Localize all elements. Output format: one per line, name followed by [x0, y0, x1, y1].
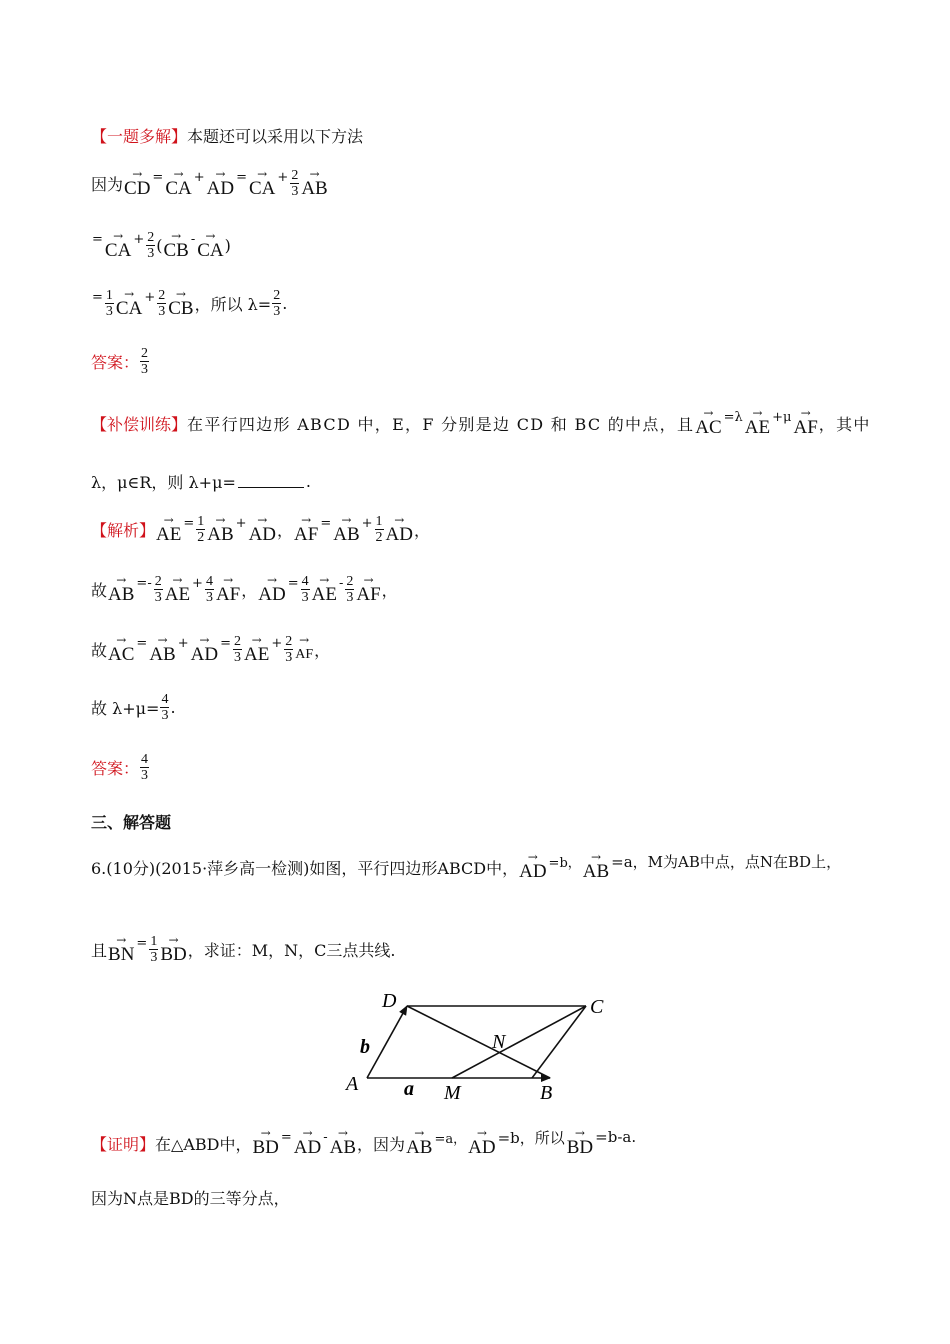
- op: +: [277, 170, 289, 185]
- fraction: $\frac{1}{2}$: [375, 514, 383, 545]
- vector-ab: → AB: [301, 166, 328, 199]
- comma: ，: [314, 641, 331, 660]
- op: =λ: [723, 409, 743, 425]
- op: +: [271, 636, 283, 651]
- section-3-title-line: [91, 810, 171, 833]
- text-therefore: 故: [91, 581, 108, 600]
- vector-b-arrow: [367, 1006, 407, 1078]
- vector-af: → AF: [356, 572, 381, 605]
- multi-eq-line-2: [91, 230, 231, 261]
- vector-ae: → AE: [156, 512, 182, 545]
- fraction: $\frac{4}{3}$: [161, 692, 169, 723]
- op: +: [144, 290, 156, 305]
- multi-eq-line-3: [91, 288, 287, 319]
- parallelogram-figure: [340, 990, 620, 1105]
- vector-ab: → AB: [207, 512, 234, 545]
- text-therefore: 故: [91, 641, 108, 660]
- vector-ae: → AE: [311, 572, 337, 605]
- vector-ad: → AD: [293, 1126, 322, 1158]
- proof-text-1: 在△ABD中，: [155, 1134, 252, 1154]
- comma: ，: [241, 581, 258, 600]
- proof-line-1: [91, 1128, 637, 1158]
- vector-ad: → AD: [385, 512, 413, 545]
- period: .: [282, 294, 288, 313]
- vector-ab: → AB: [333, 512, 360, 545]
- segment-mc: [452, 1006, 586, 1078]
- vector-bd: → BD: [160, 932, 187, 965]
- vector-ab: → AB: [329, 1126, 357, 1158]
- vector-ab: → AB: [582, 850, 610, 882]
- vector-ac: → AC: [695, 406, 722, 438]
- text-lambda-mu: 故 λ+μ=: [91, 699, 160, 718]
- op: =: [183, 516, 195, 531]
- op: =: [280, 1129, 292, 1145]
- vector-ad: → AD: [190, 632, 219, 665]
- fraction: $\frac{2}{3}$: [346, 574, 354, 605]
- vector-af-small: → AF: [295, 632, 314, 662]
- fraction: $\frac{2}{3}$: [273, 288, 281, 319]
- vector-ad: → AD: [248, 512, 277, 545]
- proof-text-4: =b-a.: [595, 1128, 637, 1146]
- vector-bd: → BD: [566, 1126, 594, 1158]
- text-so-lambda: ，所以 λ=: [194, 295, 272, 314]
- fraction: $\frac{1}{2}$: [197, 514, 205, 545]
- sol-line-2: [91, 574, 398, 605]
- fraction: $\frac{2}{3}$: [147, 230, 155, 261]
- vector-ad: → AD: [206, 166, 235, 199]
- op: =: [92, 232, 103, 247]
- op: =a，: [434, 1131, 467, 1147]
- multi-eq-line-1: [91, 168, 329, 199]
- text-because: 因为: [91, 175, 124, 194]
- answer-label: 答案：: [91, 759, 140, 778]
- label-m: M: [444, 1082, 461, 1104]
- sol-line-3: [91, 634, 330, 665]
- vector-ad: → AD: [519, 850, 547, 882]
- op: +: [133, 232, 145, 247]
- period: .: [305, 472, 311, 491]
- fraction: $\frac{2}{3}$: [158, 288, 166, 319]
- vector-ca: → CA: [165, 166, 192, 199]
- proof-line-2: [91, 1186, 290, 1209]
- op: =: [136, 636, 148, 651]
- label-a: A: [346, 1073, 359, 1095]
- op: +: [235, 516, 247, 531]
- op: =: [152, 170, 164, 185]
- comp-text-end: ，其中: [818, 414, 871, 434]
- answer-fraction: $\frac{4}{3}$: [141, 752, 149, 783]
- sol-tag: 【解析】: [91, 521, 156, 540]
- op: +: [192, 576, 203, 591]
- fraction: $\frac{2}{3}$: [291, 168, 299, 199]
- answer-label: 答案：: [91, 353, 140, 372]
- op: =-: [136, 576, 152, 591]
- vector-ad: → AD: [468, 1126, 496, 1158]
- fraction: $\frac{2}{3}$: [234, 634, 241, 665]
- op: -: [190, 232, 196, 247]
- problem6-text: 6.(10分)(2015·萍乡高一检测)如图，平行四边形ABCD中，: [91, 858, 519, 878]
- vector-af: → AF: [294, 512, 319, 545]
- vector-ca: → CA: [115, 286, 143, 319]
- fraction: $\frac{2}{3}$: [154, 574, 162, 605]
- label-d: D: [382, 990, 397, 1012]
- problem6-prove-text: ，求证：M，N，C三点共线.: [187, 941, 396, 960]
- vector-ca: → CA: [104, 228, 132, 261]
- op: =: [92, 290, 103, 305]
- vector-ac: → AC: [108, 632, 135, 665]
- vector-ae: → AE: [164, 572, 191, 605]
- comma: ，: [277, 521, 294, 540]
- op: =b，: [548, 855, 581, 871]
- sol-line-4: [91, 692, 176, 723]
- multi-solution-line: [91, 124, 363, 147]
- vector-ae: → AE: [744, 406, 771, 438]
- answer-fraction: $\frac{2}{3}$: [141, 346, 149, 377]
- proof-text-2: ，因为: [357, 1134, 406, 1154]
- multi-solution-tag: 【一题多解】: [91, 127, 188, 146]
- label-b-vector: b: [360, 1036, 370, 1058]
- vector-bd: → BD: [252, 1126, 279, 1158]
- comma: ，: [414, 521, 431, 540]
- op: -: [323, 1129, 328, 1145]
- op: +: [177, 636, 189, 651]
- multi-answer: [91, 346, 150, 377]
- vector-ab: → AB: [108, 572, 135, 605]
- comp-text: 在平行四边形 ABCD 中，E，F 分别是边 CD 和 BC 的中点，且: [187, 414, 695, 434]
- problem6-text-2: =a，M为AB中点，点N在BD上，: [611, 852, 842, 871]
- vector-ab: → AB: [149, 632, 176, 665]
- paren: (: [156, 236, 163, 255]
- vector-af: → AF: [793, 406, 818, 438]
- op: =: [320, 516, 332, 531]
- op: =: [220, 636, 231, 651]
- comp-question: λ，μ∈R，则 λ+μ=: [91, 473, 236, 492]
- vector-ad: → AD: [258, 572, 286, 605]
- op: +: [361, 516, 373, 531]
- comp-line-1: [91, 408, 871, 438]
- fraction: $\frac{4}{3}$: [205, 574, 213, 605]
- fraction: $\frac{4}{3}$: [301, 574, 309, 605]
- label-c: C: [590, 996, 604, 1018]
- op: =: [136, 936, 148, 951]
- section-3-title: 三、解答题: [91, 813, 172, 832]
- proof-text-5: 因为N点是BD的三等分点，: [91, 1189, 290, 1208]
- paren: ): [224, 236, 231, 255]
- proof-tag: 【证明】: [91, 1134, 156, 1154]
- fraction: $\frac{1}{3}$: [150, 934, 158, 965]
- fraction: $\frac{1}{3}$: [105, 288, 113, 319]
- vector-ae: → AE: [244, 632, 270, 665]
- answer-blank: [238, 475, 304, 488]
- problem6-line-2: [91, 934, 395, 965]
- label-a-vector: a: [404, 1078, 414, 1100]
- label-b: B: [540, 1082, 553, 1104]
- vector-cb: → CB: [168, 286, 194, 319]
- vector-ca: → CA: [249, 166, 276, 199]
- fraction: $\frac{2}{3}$: [285, 634, 293, 665]
- op: =: [236, 170, 247, 185]
- period: .: [170, 698, 176, 717]
- text-and: 且: [91, 941, 108, 960]
- vector-ab: → AB: [406, 1126, 433, 1158]
- comp-tag: 【补偿训练】: [91, 414, 188, 434]
- op: +: [193, 170, 205, 185]
- vector-cd: → CD: [124, 166, 151, 199]
- vector-cb: → CB: [163, 228, 189, 261]
- diagonal-db: [407, 1006, 550, 1078]
- op: +μ: [772, 409, 792, 425]
- comp-line-2: [91, 470, 311, 493]
- vector-ca: → CA: [197, 228, 224, 261]
- proof-text-3: =b，所以: [497, 1128, 565, 1147]
- vector-af: → AF: [215, 572, 241, 605]
- op: -: [338, 576, 344, 591]
- problem6-line-1: [91, 852, 842, 882]
- sol-answer: [91, 752, 150, 783]
- label-n: N: [492, 1031, 506, 1053]
- comma: ，: [381, 581, 398, 600]
- vector-bn: → BN: [108, 932, 135, 965]
- multi-solution-intro: 本题还可以采用以下方法: [187, 127, 364, 146]
- edge-cb: [532, 1006, 586, 1078]
- sol-line-1: [91, 514, 430, 545]
- op: =: [287, 576, 299, 591]
